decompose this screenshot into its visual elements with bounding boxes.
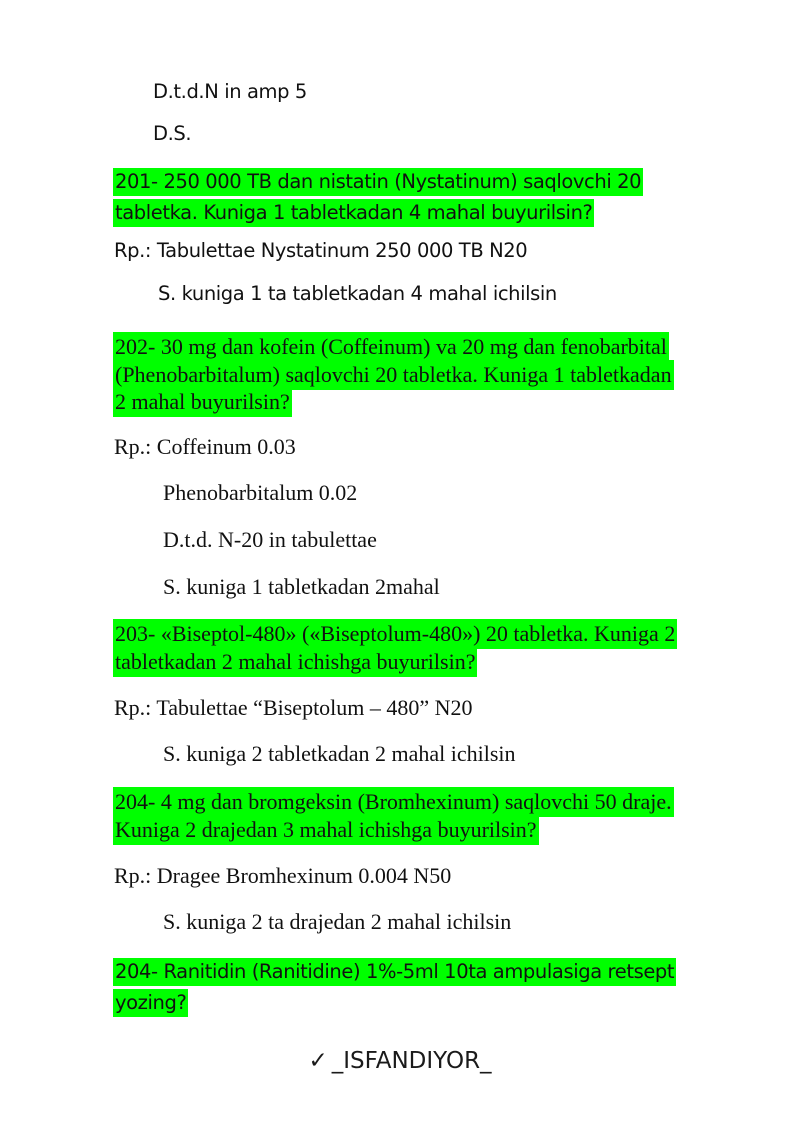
question-202 <box>113 333 674 416</box>
question-text: 204- 4 mg dan bromgeksin (Bromhexinum) saqlovchi 50 draje. <box>113 787 674 817</box>
question-text: 203- «Biseptol-480» («Biseptolum-480») 20 tabletka. Kuniga 2 <box>113 619 677 649</box>
answer-line: S. kuniga 2 ta drajedan 2 mahal ichilsin <box>163 909 512 934</box>
text-line: D.S. <box>153 122 192 145</box>
answer-line: S. kuniga 1 tabletkadan 2mahal <box>163 574 440 599</box>
answer-line: Phenobarbitalum 0.02 <box>163 480 358 505</box>
question-204 <box>113 788 674 843</box>
answer-line: S. kuniga 1 ta tabletkadan 4 mahal ichilsin <box>158 282 557 305</box>
question-text: tabletka. Kuniga 1 tabletkadan 4 mahal buyurilsin? <box>113 199 594 227</box>
answer-line: Rp.: Dragee Bromhexinum 0.004 N50 <box>114 863 452 888</box>
text-line: D.t.d.N in amp 5 <box>153 80 307 103</box>
question-text: 201- 250 000 TB dan nistatin (Nystatinum) saqlovchi 20 <box>113 168 643 196</box>
answer-line: Rp.: Tabulettae “Biseptolum – 480” N20 <box>114 695 473 720</box>
answer-line: S. kuniga 2 tabletkadan 2 mahal ichilsin <box>163 741 516 766</box>
question-text: (Phenobarbitalum) saqlovchi 20 tabletka. Kuniga 1 tabletkadan <box>113 360 674 390</box>
answer-line: D.t.d. N-20 in tabulettae <box>163 527 377 552</box>
answer-line: Rp.: Tabulettae Nystatinum 250 000 TB N20 <box>114 239 528 262</box>
question-201 <box>113 166 643 228</box>
question-text: tabletkadan 2 mahal ichishga buyurilsin? <box>113 647 477 677</box>
check-icon: ✓ <box>308 1048 328 1074</box>
question-text: 204- Ranitidin (Ranitidine) 1%-5ml 10ta ampulasiga retsept <box>113 958 676 986</box>
question-text: 2 mahal buyurilsin? <box>113 387 292 417</box>
signature-text: _ISFANDIYOR_ <box>331 1048 492 1074</box>
question-203 <box>113 620 677 675</box>
footer-signature <box>0 1048 800 1074</box>
answer-line: Rp.: Coffeinum 0.03 <box>114 434 296 459</box>
question-text: Kuniga 2 drajedan 3 mahal ichishga buyurilsin? <box>113 815 539 845</box>
question-text: 202- 30 mg dan kofein (Coffeinum) va 20 mg dan fenobarbital <box>113 332 669 362</box>
question-text: yozing? <box>113 989 188 1017</box>
question-204-ranitidin <box>113 956 676 1018</box>
